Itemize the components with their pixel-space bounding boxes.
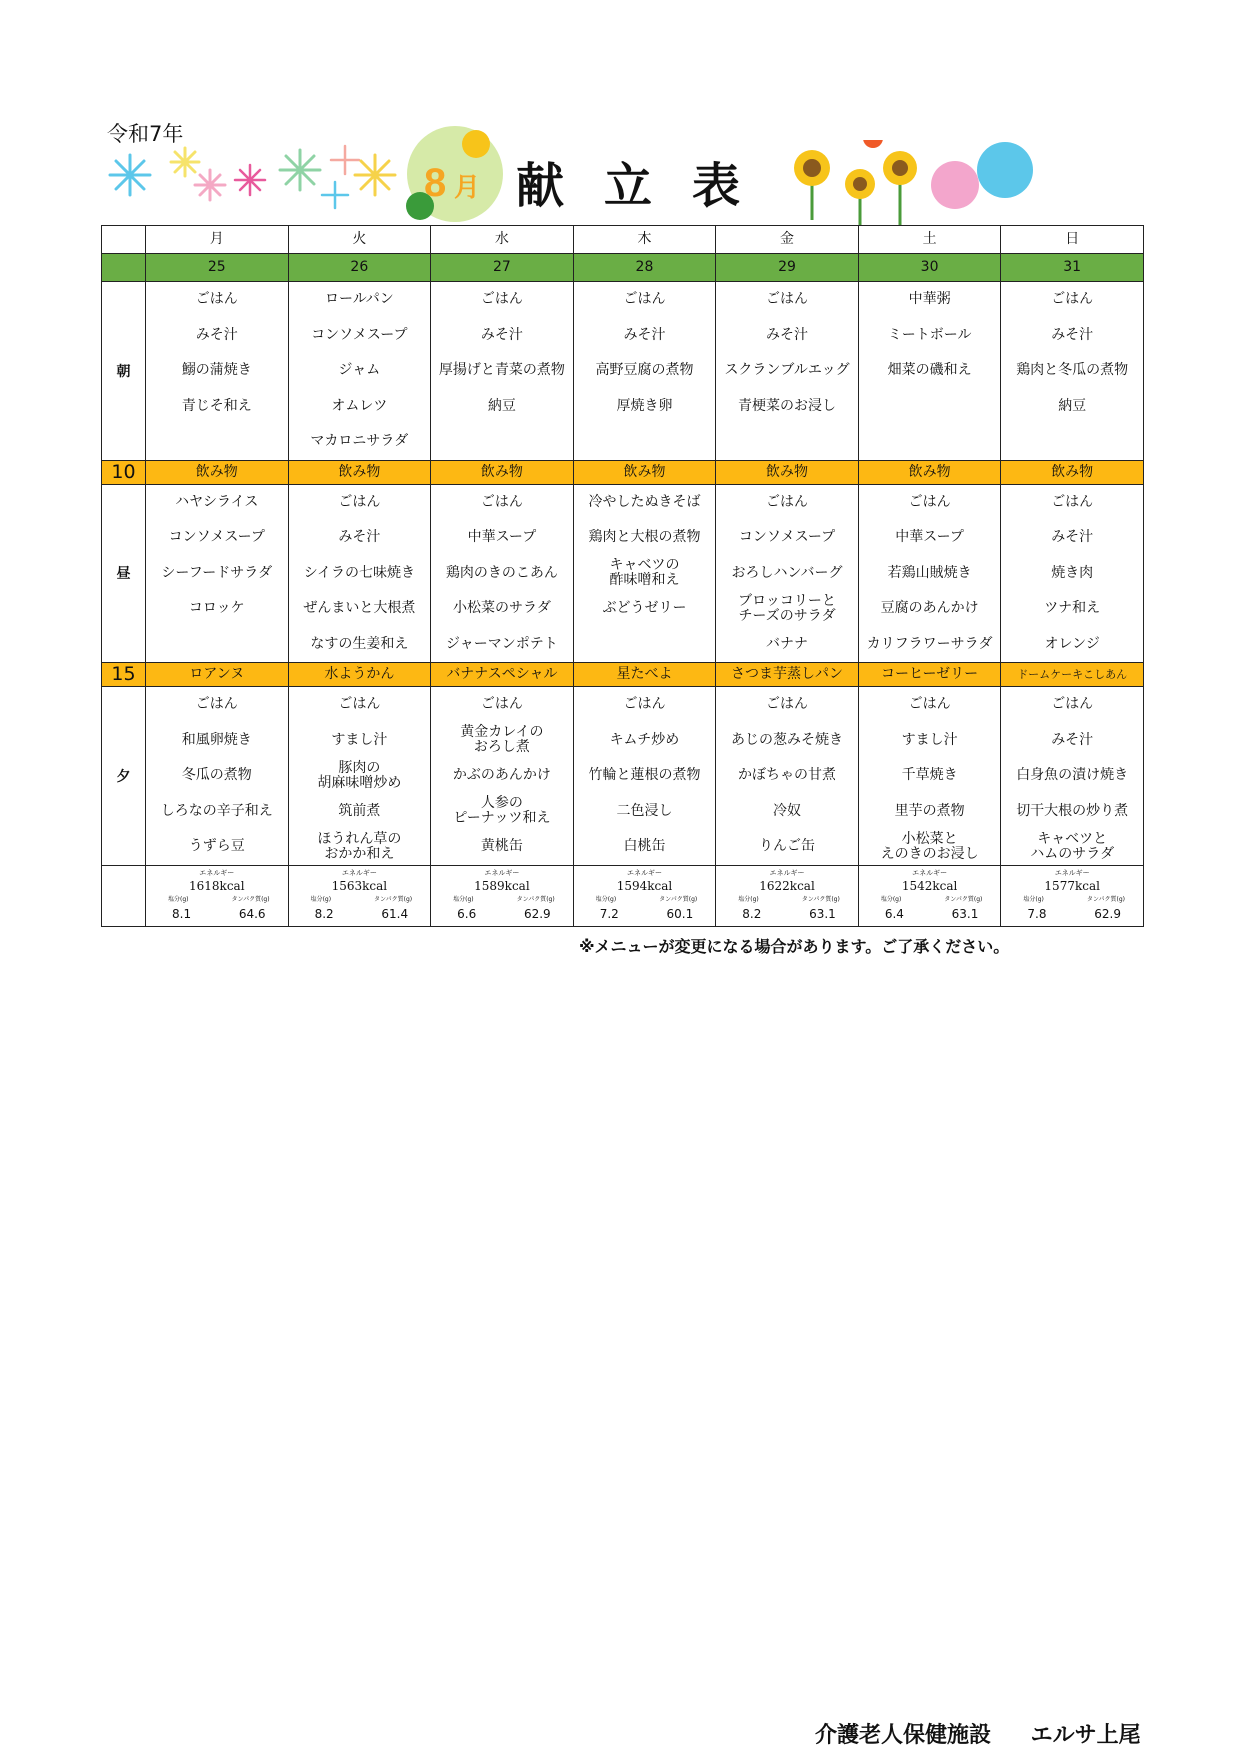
menu-item-list (859, 687, 1001, 865)
firework-icon (195, 170, 225, 200)
protein-label: タンパク質(g) (231, 895, 270, 903)
menu-item: みそ汁 (1051, 731, 1094, 748)
salt-label: 塩分(g) (310, 895, 332, 903)
menu-item: コンソメスープ (738, 529, 836, 546)
menu-item: 黄桃缶 (480, 838, 523, 855)
salt-value: 6.6 (457, 906, 477, 921)
menu-item: ジャーマンポテト (446, 635, 558, 652)
salt-value: 7.2 (599, 906, 619, 921)
menu-item: 冬瓜の煮物 (181, 767, 252, 784)
date-cell: 30 (858, 254, 1001, 282)
nutrition-cell (431, 865, 574, 926)
menu-item: ごはん (480, 696, 523, 713)
menu-item: うずら豆 (188, 838, 245, 855)
firework-icon (280, 150, 320, 190)
menu-item-list (431, 687, 573, 865)
dinner-cell (146, 687, 289, 866)
menu-item: 厚揚げと青菜の煮物 (438, 362, 565, 379)
water-balloon-icon (931, 142, 1033, 209)
menu-item-list (1001, 485, 1143, 663)
snack-item: 飲み物 (1001, 460, 1144, 484)
menu-item: ごはん (480, 291, 523, 308)
firework-icon (171, 148, 199, 176)
date-cell: 26 (288, 254, 431, 282)
menu-item: マカロニサラダ (310, 433, 409, 450)
menu-item: ロールパン (324, 291, 394, 308)
menu-item (1001, 424, 1143, 460)
menu-item-list (289, 485, 431, 663)
snack-item: 星たべよ (573, 663, 716, 687)
lunch-row (102, 484, 1144, 663)
menu-item: ブロッコリーと チーズのサラダ (738, 592, 836, 624)
energy-label: エネルギー (912, 868, 948, 877)
energy-label: エネルギー (1054, 868, 1090, 877)
menu-item: 千草焼き (901, 767, 958, 784)
menu-item-list (716, 485, 858, 663)
page-title: 献立表 (516, 158, 781, 214)
menu-item: 納豆 (1058, 397, 1087, 414)
dinner-cell (1001, 687, 1144, 866)
menu-item: 中華スープ (895, 529, 964, 546)
energy-value: 1622kcal (759, 878, 815, 893)
menu-item: みそ汁 (766, 326, 809, 343)
date-cell: 25 (146, 254, 289, 282)
menu-item-list (716, 282, 858, 460)
menu-item: 冷やしたぬきそば (588, 493, 701, 510)
energy-value: 1577kcal (1044, 878, 1100, 893)
menu-item: 鶏肉と冬瓜の煮物 (1016, 362, 1129, 379)
nutrition-cell (1001, 865, 1144, 926)
protein-value: 63.1 (809, 906, 836, 921)
menu-item-list (431, 485, 573, 663)
menu-item-list (859, 282, 1001, 460)
breakfast-cell (573, 282, 716, 461)
menu-item-list (574, 282, 716, 460)
menu-item: 豆腐のあんかけ (880, 600, 979, 617)
menu-item-list (1001, 687, 1143, 865)
menu-item: ごはん (1051, 291, 1094, 308)
menu-item: 人参の ピーナッツ和え (453, 795, 551, 827)
menu-item: バナナ (766, 635, 809, 652)
menu-item: 鶏肉のきのこあん (445, 564, 558, 581)
menu-item: ごはん (195, 696, 238, 713)
menu-item-list (1001, 282, 1143, 460)
dinner-row (102, 687, 1144, 866)
breakfast-cell (858, 282, 1001, 461)
breakfast-cell (146, 282, 289, 461)
salt-value: 6.4 (884, 906, 904, 921)
protein-label: タンパク質(g) (944, 895, 983, 903)
menu-item: ごはん (195, 291, 238, 308)
menu-item: キムチ炒め (609, 731, 680, 748)
day-name-cell: 月 (146, 226, 289, 254)
energy-value: 1542kcal (901, 878, 958, 893)
salt-label: 塩分(g) (168, 895, 189, 903)
menu-item: ミートボール (887, 326, 972, 343)
menu-item: キャベツの 酢味噌和え (609, 557, 680, 589)
snack-item: コーヒーゼリー (858, 663, 1001, 687)
energy-value: 1594kcal (616, 878, 673, 893)
protein-label: タンパク質(g) (659, 895, 698, 903)
salt-value: 8.2 (314, 906, 334, 921)
pm-snack-time: 15 (102, 663, 146, 687)
menu-item-list (859, 485, 1001, 663)
breakfast-cell (288, 282, 431, 461)
menu-item-list (146, 282, 288, 460)
sun-icon (863, 140, 883, 148)
menu-item: シイラの七味焼き (303, 564, 415, 581)
menu-item: 高野豆腐の煮物 (595, 362, 694, 379)
menu-item: すまし汁 (331, 731, 388, 748)
breakfast-row (102, 282, 1144, 461)
nutrition-cell (288, 865, 431, 926)
dinner-cell (431, 687, 574, 866)
menu-item (146, 424, 288, 460)
energy-label: エネルギー (626, 868, 662, 877)
menu-item: 鰯の蒲焼き (181, 362, 252, 379)
menu-item: 白桃缶 (623, 838, 666, 855)
menu-item: 厚焼き卵 (616, 397, 673, 414)
firework-icon (110, 155, 150, 195)
nutrition-box (574, 866, 716, 926)
menu-item: ごはん (480, 493, 523, 510)
dinner-label: 夕 (102, 687, 146, 866)
facility-name: 介護老人保健施設 エルサ上尾 (815, 1723, 1141, 1748)
energy-value: 1563kcal (331, 878, 388, 893)
energy-value: 1618kcal (189, 878, 245, 893)
lunch-cell (573, 484, 716, 663)
nutrition-box (289, 866, 431, 926)
menu-item: オレンジ (1044, 635, 1100, 652)
menu-item: 中華粥 (908, 291, 951, 308)
menu-item-list (289, 282, 431, 460)
menu-item: すまし汁 (901, 731, 958, 748)
corner-cell (102, 865, 146, 926)
menu-item: 中華スープ (467, 529, 537, 546)
salt-label: 塩分(g) (453, 895, 474, 903)
menu-item: ごはん (1051, 696, 1094, 713)
nutrition-cell (858, 865, 1001, 926)
protein-value: 64.6 (238, 906, 266, 921)
nutrition-cell (573, 865, 716, 926)
nutrition-cell (716, 865, 859, 926)
lunch-cell (858, 484, 1001, 663)
menu-item: 青梗菜のお浸し (738, 397, 837, 414)
menu-item: オムレツ (331, 397, 388, 414)
menu-item: りんご缶 (759, 838, 816, 855)
day-name-cell: 木 (573, 226, 716, 254)
menu-item: シーフードサラダ (161, 564, 273, 581)
menu-item: ハヤシライス (175, 493, 259, 510)
protein-value: 62.9 (1094, 906, 1121, 921)
menu-item-list (431, 282, 573, 460)
menu-item: カリフラワーサラダ (866, 635, 993, 652)
firework-icon (331, 146, 359, 174)
menu-item: 筑前煮 (338, 802, 381, 819)
menu-item: ごはん (338, 696, 381, 713)
lunch-label: 昼 (102, 484, 146, 663)
lunch-cell (716, 484, 859, 663)
menu-item: ごはん (623, 696, 666, 713)
dinner-cell (573, 687, 716, 866)
menu-item: あじの葱みそ焼き (731, 731, 844, 748)
menu-item (716, 424, 858, 460)
day-name-cell: 日 (1001, 226, 1144, 254)
snack-item: ドームケーキこしあん (1001, 663, 1144, 687)
menu-item-list (574, 485, 716, 663)
breakfast-cell (716, 282, 859, 461)
nutrition-box (716, 866, 858, 926)
menu-item: ごはん (908, 696, 951, 713)
menu-item: ごはん (766, 493, 809, 510)
protein-value: 62.9 (523, 906, 551, 921)
menu-item: 鶏肉と大根の煮物 (588, 529, 701, 546)
menu-item: 冷奴 (773, 802, 802, 819)
menu-item: ツナ和え (1044, 600, 1101, 617)
snack-item: 飲み物 (431, 460, 574, 484)
menu-item: みそ汁 (480, 326, 523, 343)
snack-item: 水ようかん (288, 663, 431, 687)
menu-item: 豚肉の 胡麻味噌炒め (317, 759, 402, 791)
menu-item: 若鶏山賊焼き (887, 564, 972, 581)
snack-item: 飲み物 (716, 460, 859, 484)
menu-item: みそ汁 (623, 326, 666, 343)
protein-label: タンパク質(g) (374, 895, 413, 903)
salt-label: 塩分(g) (1023, 895, 1044, 903)
menu-item: 和風卵焼き (181, 731, 252, 748)
nutrition-cell (146, 865, 289, 926)
protein-label: タンパク質(g) (1086, 895, 1125, 903)
menu-item: 黄金カレイの おろし煮 (460, 724, 544, 756)
menu-item: 小松菜のサラダ (452, 600, 551, 617)
snack-item: ロアンヌ (146, 663, 289, 687)
menu-item-list (146, 485, 288, 663)
snack-item: 飲み物 (573, 460, 716, 484)
protein-label: タンパク質(g) (801, 895, 840, 903)
nutrition-box (146, 866, 288, 926)
menu-item: かぼちゃの甘煮 (738, 767, 837, 784)
date-row (102, 254, 1144, 282)
dinner-cell (858, 687, 1001, 866)
menu-item (574, 627, 716, 663)
menu-item: ごはん (766, 291, 809, 308)
firework-icon (355, 155, 395, 195)
menu-item (431, 424, 573, 460)
sun-icon (462, 130, 490, 158)
dinner-cell (716, 687, 859, 866)
date-cell: 27 (431, 254, 574, 282)
nutrition-box (431, 866, 573, 926)
am-snack-time: 10 (102, 460, 146, 484)
breakfast-label: 朝 (102, 282, 146, 461)
lunch-cell (288, 484, 431, 663)
menu-item: みそ汁 (1051, 326, 1094, 343)
lunch-cell (1001, 484, 1144, 663)
protein-value: 60.1 (666, 906, 694, 921)
menu-item (859, 389, 1001, 425)
firework-icon (322, 182, 348, 208)
breakfast-cell (1001, 282, 1144, 461)
date-cell: 29 (716, 254, 859, 282)
nutrition-box (1001, 866, 1143, 926)
menu-item: ぜんまいと大根煮 (303, 600, 416, 617)
menu-item: コンソメスープ (168, 529, 265, 546)
energy-label: エネルギー (484, 868, 520, 877)
menu-item: ごはん (623, 291, 666, 308)
menu-item: ぶどうゼリー (602, 600, 687, 617)
menu-item: 焼き肉 (1051, 564, 1094, 581)
menu-item: 小松菜と えのきのお浸し (880, 830, 979, 862)
pm-snack-row (102, 663, 1144, 687)
svg-text:月: 月 (454, 173, 481, 203)
menu-item: ごはん (338, 493, 381, 510)
menu-item: みそ汁 (195, 326, 238, 343)
notice-text: ※メニューが変更になる場合があります。ご了承ください。 (579, 937, 1010, 956)
menu-item: ごはん (766, 696, 809, 713)
menu-item: 切干大根の炒り煮 (1016, 802, 1129, 819)
energy-label: エネルギー (199, 868, 235, 877)
dinner-cell (288, 687, 431, 866)
corner-cell (102, 226, 146, 254)
energy-label: エネルギー (769, 868, 805, 877)
breakfast-cell (431, 282, 574, 461)
snack-item: 飲み物 (288, 460, 431, 484)
menu-item: ジャム (338, 362, 381, 379)
snack-item: バナナスペシャル (431, 663, 574, 687)
menu-item: みそ汁 (1051, 529, 1094, 546)
protein-value: 63.1 (951, 906, 979, 921)
menu-item: キャベツと ハムのサラダ (1030, 830, 1115, 862)
energy-value: 1589kcal (474, 878, 530, 893)
sunflower-icon (794, 150, 917, 225)
menu-item: 里芋の煮物 (894, 802, 965, 819)
menu-item: 竹輪と蓮根の煮物 (588, 767, 701, 784)
menu-item: コンソメスープ (311, 326, 408, 343)
menu-item (574, 424, 716, 460)
snack-item: さつま芋蒸しパン (716, 663, 859, 687)
lunch-cell (431, 484, 574, 663)
nutrition-row (102, 865, 1144, 926)
menu-item: 白身魚の漬け焼き (1016, 767, 1129, 784)
lunch-cell (146, 484, 289, 663)
menu-item-list (574, 687, 716, 865)
protein-label: タンパク質(g) (516, 895, 555, 903)
day-name-cell: 土 (858, 226, 1001, 254)
day-name-cell: 火 (288, 226, 431, 254)
date-cell: 28 (573, 254, 716, 282)
menu-item-list (289, 687, 431, 865)
date-cell: 31 (1001, 254, 1144, 282)
salt-label: 塩分(g) (738, 895, 759, 903)
menu-item: 納豆 (487, 397, 516, 414)
salt-value: 8.1 (172, 906, 192, 921)
menu-item-list (146, 687, 288, 865)
menu-item (146, 627, 288, 663)
menu-item: 二色浸し (616, 802, 673, 819)
salt-label: 塩分(g) (880, 895, 902, 903)
day-name-cell: 水 (431, 226, 574, 254)
menu-item: ごはん (908, 493, 951, 510)
snack-item: 飲み物 (858, 460, 1001, 484)
menu-item: なすの生姜和え (310, 635, 409, 652)
month-badge (400, 124, 505, 224)
menu-item: スクランブルエッグ (724, 362, 850, 379)
day-header-row (102, 226, 1144, 254)
menu-item: ごはん (1051, 493, 1094, 510)
protein-value: 61.4 (381, 906, 409, 921)
menu-item: かぶのあんかけ (452, 767, 551, 784)
corner-cell (102, 254, 146, 282)
menu-item (859, 424, 1001, 460)
nutrition-box (859, 866, 1001, 926)
era-label: 令和7年 (107, 122, 184, 146)
salt-value: 8.2 (742, 906, 762, 921)
salt-value: 7.8 (1027, 906, 1047, 921)
salt-label: 塩分(g) (595, 895, 617, 903)
snack-item: 飲み物 (146, 460, 289, 484)
firework-icon (235, 165, 265, 195)
svg-text:8: 8 (424, 161, 447, 205)
menu-item: コロッケ (188, 600, 245, 617)
menu-table (101, 225, 1144, 927)
day-name-cell: 金 (716, 226, 859, 254)
menu-item: しろなの辛子和え (160, 802, 273, 819)
menu-item: ほうれん草の おかか和え (317, 830, 402, 862)
energy-label: エネルギー (341, 868, 377, 877)
menu-item: みそ汁 (338, 529, 381, 546)
menu-item: 畑菜の磯和え (887, 362, 972, 379)
menu-item: 青じそ和え (181, 397, 252, 414)
menu-item: おろしハンバーグ (731, 564, 843, 581)
am-snack-row (102, 460, 1144, 484)
menu-item-list (716, 687, 858, 865)
